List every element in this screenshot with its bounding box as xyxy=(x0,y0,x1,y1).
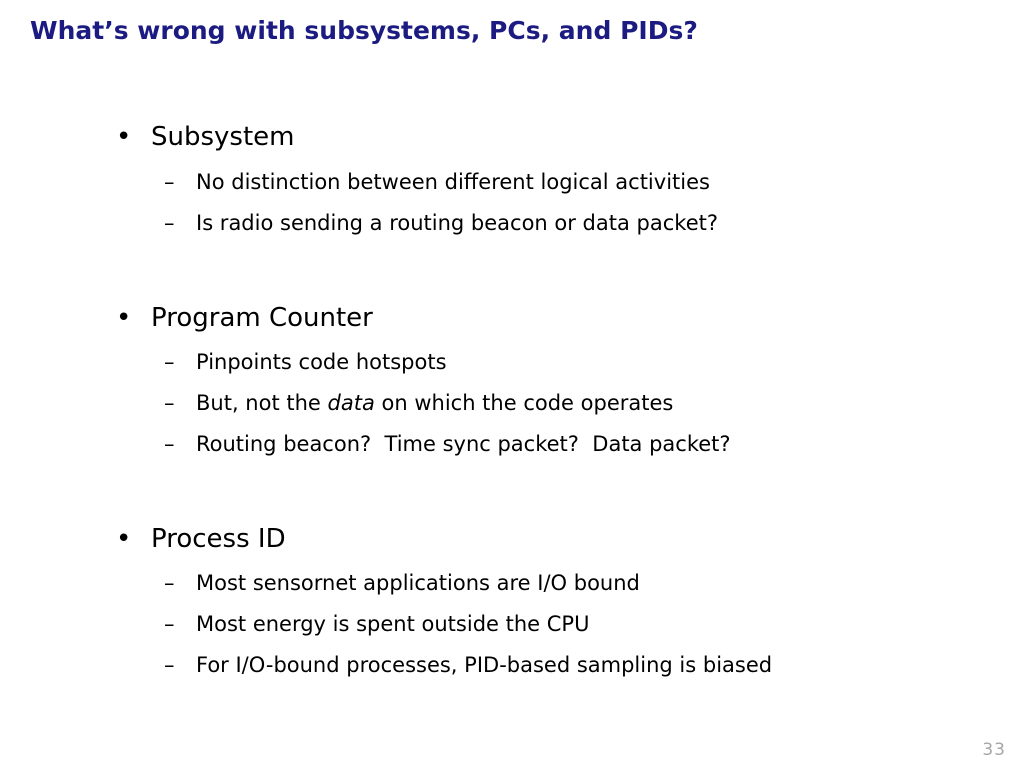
sub-item-text: Pinpoints code hotspots xyxy=(196,350,447,374)
sub-item-text: Most energy is spent outside the CPU xyxy=(196,612,590,636)
sub-item-text: For I/O-bound processes, PID-based sampling is biased xyxy=(196,653,773,677)
sub-item-text: Is radio sending a routing beacon or data packet? xyxy=(196,211,718,235)
bullet-process-id xyxy=(116,523,286,555)
sub-item-text-before: But, not the xyxy=(196,391,328,415)
dash-glyph: – xyxy=(164,391,175,415)
sub-item xyxy=(164,652,772,678)
dash-glyph: – xyxy=(164,211,175,235)
slide-title: What’s wrong with subsystems, PCs, and PIDs? xyxy=(30,16,698,45)
dash-glyph: – xyxy=(164,653,175,677)
dash-glyph: – xyxy=(164,350,175,374)
sub-item xyxy=(164,570,640,596)
bullet-glyph: • xyxy=(116,303,132,333)
sub-item-text-after: on which the code operates xyxy=(374,391,674,415)
sub-item xyxy=(164,349,447,375)
page-number: 33 xyxy=(982,740,1006,760)
dash-glyph: – xyxy=(164,432,175,456)
sub-item-text: Routing beacon? Time sync packet? Data packet? xyxy=(196,432,731,456)
sub-item xyxy=(164,611,589,637)
sub-item xyxy=(164,169,710,195)
bullet-glyph: • xyxy=(116,524,132,554)
bullet-subsystem xyxy=(116,121,294,153)
dash-glyph: – xyxy=(164,170,175,194)
bullet-glyph: • xyxy=(116,122,132,152)
sub-item-text: Most sensornet applications are I/O bound xyxy=(196,571,640,595)
bullet-program-counter xyxy=(116,302,373,334)
sub-item-emphasis: data xyxy=(327,391,375,415)
sub-item-text: No distinction between different logical activities xyxy=(196,170,710,194)
sub-item xyxy=(164,431,731,457)
sub-item xyxy=(164,390,673,416)
dash-glyph: – xyxy=(164,571,175,595)
dash-glyph: – xyxy=(164,612,175,636)
bullet-heading: Subsystem xyxy=(151,122,295,152)
bullet-heading: Process ID xyxy=(151,524,286,554)
sub-item xyxy=(164,210,718,236)
bullet-heading: Program Counter xyxy=(151,303,373,333)
